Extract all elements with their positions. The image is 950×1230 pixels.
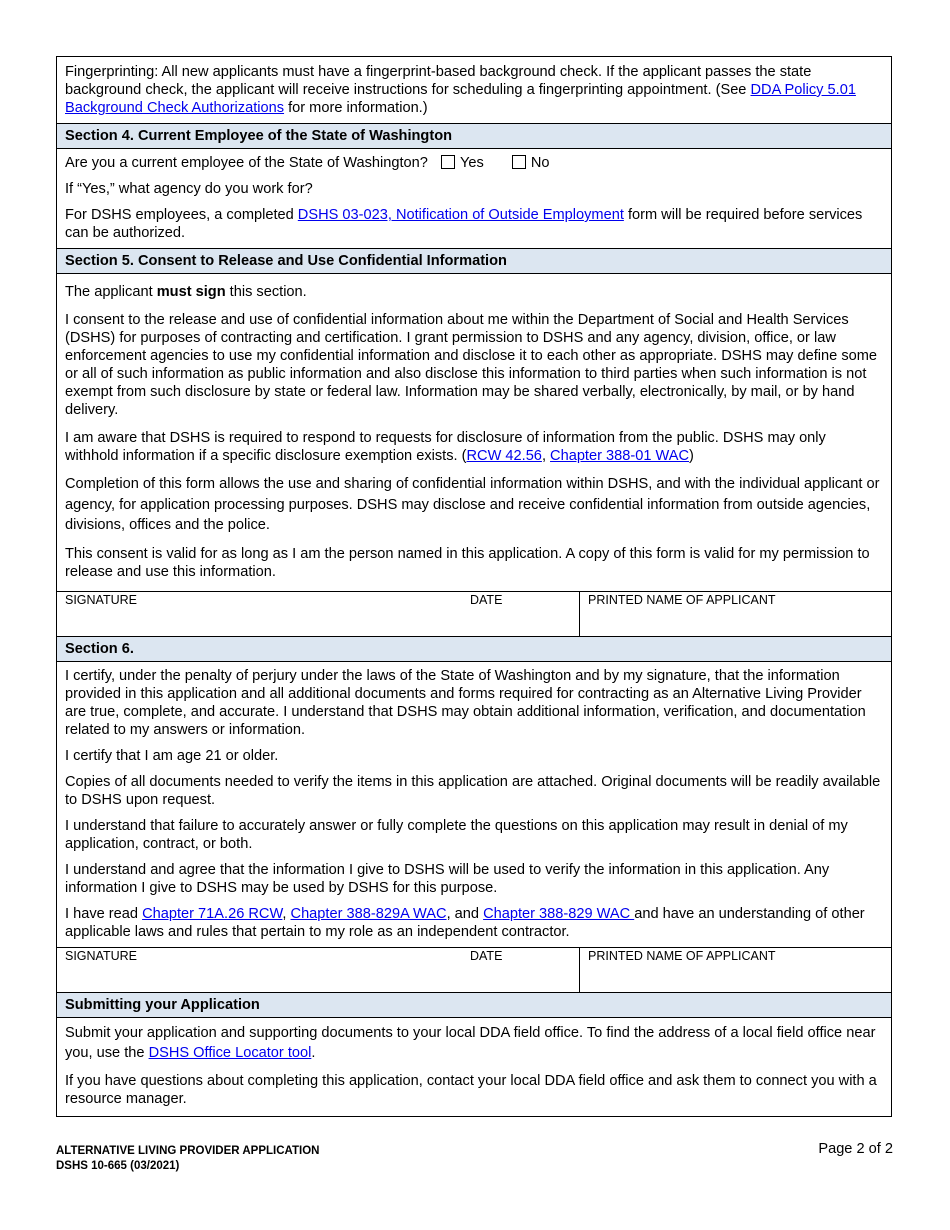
section4-body <box>57 149 891 248</box>
disclosure-paragraph <box>65 429 883 465</box>
section5-signature-row <box>57 591 891 636</box>
signature-field[interactable]: SIGNATURE <box>65 948 137 963</box>
age-paragraph: I certify that I am age 21 or older. <box>65 747 279 764</box>
have-read-sep1: , <box>282 905 291 922</box>
validity-paragraph: This consent is valid for as long as I am the person named in this application. A copy of this form is valid for my permission to release and use this information. <box>65 545 870 580</box>
no-checkbox[interactable] <box>512 155 526 169</box>
verify-paragraph: I understand and agree that the information I give to DSHS will be used to verify the information in this application. Any information I give to DSHS may be used by DSHS for this purpose. <box>65 861 830 896</box>
questions-paragraph: If you have questions about completing this application, contact your local DDA field office and ask them to connect you with a resource manager. <box>65 1072 877 1107</box>
have-read-paragraph <box>65 905 883 941</box>
printed-name-field[interactable]: PRINTED NAME OF APPLICANT <box>579 592 891 636</box>
must-sign-bold: must sign <box>156 284 226 300</box>
documents-paragraph: Copies of all documents needed to verify the items in this application are attached. Original documents will be readily available to DSHS upon request. <box>65 773 881 808</box>
dda-policy-link[interactable]: DDA Policy 5.01 Background Check Authorizations <box>65 82 856 116</box>
sharing-paragraph: Completion of this form allows the use and sharing of confidential information within DSHS, and with the individual applicant or agency, for application processing purposes. DSHS may disclose and receive confidential information from outside agencies, divisions, offices and the police. <box>65 476 880 533</box>
denial-paragraph: I understand that failure to accurately answer or fully complete the questions on this application may result in denial of my application, contract, or both. <box>65 817 848 852</box>
fingerprint-text-end: for more information.) <box>284 100 428 116</box>
rcw-42-56-link[interactable]: RCW 42.56 <box>466 448 542 464</box>
dshs-note-text: For DSHS employees, a completed <box>65 207 298 223</box>
have-read-sep2: , and <box>446 905 484 922</box>
consent-paragraph: I consent to the release and use of confidential information about me within the Department of Social and Health Services (DSHS) for purposes of contracting and certification. I grant permission to DSHS and any agency, division, office, or law enforcement agencies to use my confidential information and disclose it to each other as appropriate. DSHS may define some or all of such information as public information and also disclose this information to third parties when such information is not exempt from such disclosure by state or federal law. Information may be shared verbally, electronically, by mail, or by hand delivery. <box>65 312 878 418</box>
chapter-71a-26-link[interactable]: Chapter 71A.26 RCW <box>142 905 283 922</box>
must-sign-note <box>65 283 883 301</box>
certify-paragraph: I certify, under the penalty of perjury under the laws of the State of Washington and by my signature, that the information provided in this application and all additional documents and forms required for contracting as an Alternative Living Provider are true, complete, and accurate. I understand that DSHS may obtain additional information, verification, and documentation related to my answers or information. <box>65 667 866 738</box>
fingerprint-text: Fingerprinting: All new applicants must have a fingerprint-based background check. If the applicant passes the state background check, the applicant will receive instructions for scheduling a fingerprinting appointment. (See <box>65 64 812 98</box>
form-title: ALTERNATIVE LIVING PROVIDER APPLICATION <box>56 1145 320 1157</box>
yes-checkbox[interactable] <box>441 155 455 169</box>
application-form <box>56 56 892 1117</box>
office-locator-link[interactable]: DSHS Office Locator tool <box>148 1045 312 1061</box>
section4-header: Section 4. Current Employee of the State of Washington <box>57 123 891 149</box>
section5-header: Section 5. Consent to Release and Use Confidential Information <box>57 248 891 274</box>
submit-text-end: . <box>311 1045 316 1061</box>
dshs-employee-note <box>65 206 883 242</box>
disclosure-text: I am aware that DSHS is required to respond to requests for disclosure of information from the public. DSHS may only withhold information if a specific disclosure exemption exists. ( <box>65 430 826 464</box>
employee-question: Are you a current employee of the State of Washington? <box>65 155 428 171</box>
yes-label: Yes <box>459 155 484 171</box>
outside-employment-link[interactable]: DSHS 03-023, Notification of Outside Employment <box>297 207 624 223</box>
disclosure-sep: , <box>541 448 551 464</box>
date-field[interactable]: DATE <box>470 948 503 963</box>
chapter-388-829-link[interactable]: Chapter 388-829 WAC <box>483 905 635 922</box>
section6-signature-row <box>57 947 891 992</box>
must-sign-text: The applicant <box>65 284 157 300</box>
have-read-text-end: and have an understanding of other applicable laws and rules that pertain to my role as an independent contractor. <box>65 905 865 940</box>
chapter-388-01-link[interactable]: Chapter 388-01 WAC <box>550 448 690 464</box>
submit-text: Submit your application and supporting documents to your local DDA field office. To find the address of a local field office near you, use the <box>65 1024 876 1061</box>
fingerprint-block <box>57 57 891 123</box>
dshs-note-text-end: form will be required before services can be authorized. <box>65 207 863 241</box>
printed-name-field[interactable]: PRINTED NAME OF APPLICANT <box>579 948 891 992</box>
section6-body <box>57 662 891 947</box>
chapter-388-829a-link[interactable]: Chapter 388-829A WAC <box>290 905 447 922</box>
no-label: No <box>530 155 550 171</box>
page-number: Page 2 of 2 <box>818 1141 893 1157</box>
disclosure-text-end: ) <box>689 448 694 464</box>
section6-header: Section 6. <box>57 636 891 662</box>
agency-question: If “Yes,” what agency do you work for? <box>65 181 313 197</box>
must-sign-text-end: this section. <box>225 284 307 300</box>
submit-paragraph <box>65 1023 883 1064</box>
submitting-header: Submitting your Application <box>57 992 891 1018</box>
signature-field[interactable]: SIGNATURE <box>65 592 137 607</box>
date-field[interactable]: DATE <box>470 592 503 607</box>
form-footer-left <box>56 1144 319 1174</box>
submitting-body <box>57 1018 891 1116</box>
have-read-text: I have read <box>65 905 143 922</box>
employee-question-row <box>65 154 883 172</box>
section5-body <box>57 274 891 591</box>
form-number: DSHS 10-665 (03/2021) <box>56 1160 180 1172</box>
